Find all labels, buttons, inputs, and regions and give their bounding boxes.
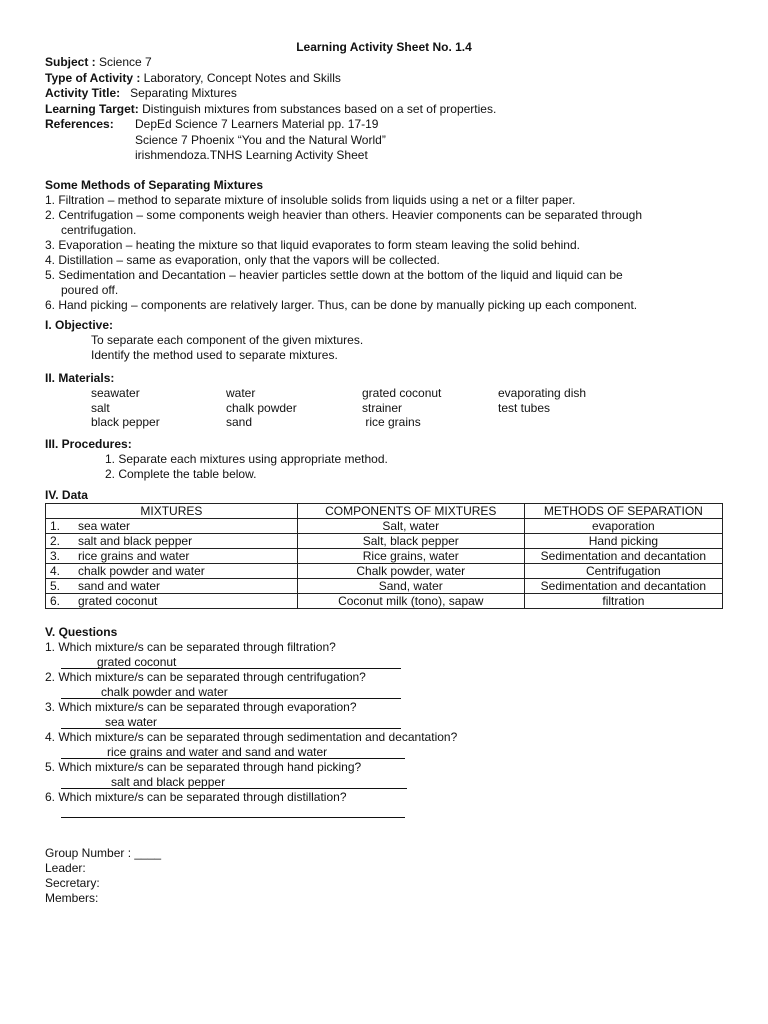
table-row — [46, 594, 723, 609]
components-cell: Salt, water — [297, 519, 524, 534]
col-methods: METHODS OF SEPARATION — [524, 504, 722, 519]
question-text: 3. Which mixture/s can be separated through evaporation? — [45, 700, 357, 714]
reference-item: Science 7 Phoenix “You and the Natural World” — [135, 132, 386, 147]
method-item-continued: poured off. — [61, 283, 119, 297]
material-item: chalk powder — [226, 400, 297, 415]
objective-section — [45, 318, 735, 363]
answer-line[interactable] — [45, 775, 735, 790]
col-mixtures: MIXTURES — [46, 504, 298, 519]
procedure-step: 2. Complete the table below. — [105, 467, 257, 481]
sheet-header — [45, 55, 735, 164]
material-item: strainer — [362, 400, 403, 415]
target-label: Learning Target: — [45, 101, 139, 116]
material-item: water — [226, 386, 256, 400]
subject-line — [45, 55, 735, 71]
objective-heading: I. Objective: — [45, 318, 114, 332]
question-text: 2. Which mixture/s can be separated through centrifugation? — [45, 670, 366, 684]
procedures-heading: III. Procedures: — [45, 437, 132, 451]
method-item: 3. Evaporation – heating the mixture so that liquid evaporates to form steam leaving the solid behind. — [45, 238, 580, 252]
mixture-cell: rice grains and water — [74, 549, 297, 564]
question-list — [45, 640, 735, 820]
members-label: Members: — [45, 891, 99, 905]
answer-text: sea water — [61, 716, 401, 729]
components-cell: Salt, black pepper — [297, 534, 524, 549]
row-number: 1. — [46, 519, 75, 534]
method-item: 5. Sedimentation and Decantation – heavier particles settle down at the bottom of the liquid and liquid can be — [45, 268, 623, 282]
row-number: 5. — [46, 579, 75, 594]
reference-item: irishmendoza.TNHS Learning Activity Sheet — [135, 148, 368, 162]
procedure-step: 1. Separate each mixtures using appropriate method. — [105, 452, 388, 466]
data-table — [45, 503, 723, 609]
material-item: test tubes — [498, 400, 551, 415]
references — [45, 117, 735, 164]
subject-label: Subject : — [45, 55, 96, 69]
activity-label: Activity Title: — [45, 86, 121, 100]
table-body — [46, 519, 723, 609]
row-number: 4. — [46, 564, 75, 579]
material-item: salt — [91, 400, 110, 415]
mixture-cell: sand and water — [74, 579, 297, 594]
col-components: COMPONENTS OF MIXTURES — [297, 504, 524, 519]
material-item: grated coconut — [362, 386, 442, 400]
row-number: 6. — [46, 594, 75, 609]
data-section — [45, 488, 735, 609]
answer-text: chalk powder and water — [61, 686, 401, 699]
material-item: black pepper — [91, 415, 160, 429]
method-item: 6. Hand picking – components are relatively larger. Thus, can be done by manually picking up each component. — [45, 298, 638, 312]
method-item: 4. Distillation – same as evaporation, only that the vapors will be collected. — [45, 253, 440, 267]
mixture-cell: salt and black pepper — [74, 534, 297, 549]
sheet-title: Learning Activity Sheet No. 1.4 — [296, 40, 472, 54]
method-cell: Hand picking — [524, 534, 722, 549]
question-text: 6. Which mixture/s can be separated through distillation? — [45, 790, 347, 804]
group-info — [45, 846, 161, 906]
mixture-cell: chalk powder and water — [74, 564, 297, 579]
activity-value: Separating Mixtures — [120, 86, 237, 100]
procedures-section — [45, 437, 735, 482]
material-item: evaporating dish — [498, 386, 587, 400]
questions-section — [45, 625, 735, 820]
answer-text: grated coconut — [61, 656, 401, 669]
materials-heading: II. Materials: — [45, 371, 115, 385]
method-cell: Centrifugation — [524, 564, 722, 579]
objective-line: To separate each component of the given mixtures. — [91, 333, 364, 347]
references-label: References: — [45, 117, 114, 131]
components-cell: Coconut milk (tono), sapaw — [297, 594, 524, 609]
answer-text: salt and black pepper — [61, 776, 407, 789]
mixture-cell: grated coconut — [74, 594, 297, 609]
answer-text — [61, 805, 405, 818]
method-item-continued: centrifugation. — [61, 223, 137, 237]
material-item: seawater — [91, 386, 140, 400]
activity-line — [45, 86, 735, 102]
target-value: Distinguish mixtures from substances based on a set of properties. — [138, 101, 497, 116]
method-cell: filtration — [524, 594, 722, 609]
components-cell: Chalk powder, water — [297, 564, 524, 579]
answer-text: rice grains and water and sand and water — [61, 746, 405, 759]
method-item: 1. Filtration – method to separate mixture of insoluble solids from liquids using a net or a filter paper. — [45, 193, 576, 207]
components-cell: Rice grains, water — [297, 549, 524, 564]
secretary-label: Secretary: — [45, 876, 100, 890]
methods-section — [45, 178, 735, 313]
question-text: 4. Which mixture/s can be separated through sedimentation and decantation? — [45, 730, 458, 744]
table-row — [46, 549, 723, 564]
subject-value: Science 7 — [95, 55, 152, 69]
method-cell: Sedimentation and decantation — [524, 549, 722, 564]
data-heading: IV. Data — [45, 488, 88, 502]
components-cell: Sand, water — [297, 579, 524, 594]
type-value: Laboratory, Concept Notes and Skills — [140, 70, 341, 85]
table-row — [46, 534, 723, 549]
method-cell: evaporation — [524, 519, 722, 534]
question-text: 1. Which mixture/s can be separated through filtration? — [45, 640, 336, 654]
material-item: sand — [226, 415, 253, 429]
leader-label: Leader: — [45, 861, 86, 875]
material-item: rice grains — [362, 415, 421, 429]
references-list — [135, 117, 386, 164]
table-row — [46, 579, 723, 594]
type-label: Type of Activity : — [45, 70, 141, 85]
method-cell: Sedimentation and decantation — [524, 579, 722, 594]
materials-section — [45, 371, 735, 430]
table-row — [46, 564, 723, 579]
mixture-cell: sea water — [74, 519, 297, 534]
type-line — [45, 71, 735, 87]
questions-heading: V. Questions — [45, 625, 118, 639]
answer-line[interactable] — [45, 745, 735, 760]
materials-grid — [45, 386, 735, 430]
method-item: 2. Centrifugation – some components weigh heavier than others. Heavier components can be separated through — [45, 208, 643, 222]
target-line — [45, 102, 735, 118]
row-number: 3. — [46, 549, 75, 564]
answer-line[interactable] — [45, 685, 735, 700]
methods-heading: Some Methods of Separating Mixtures — [45, 178, 264, 192]
table-header-row — [46, 504, 723, 519]
question-text: 5. Which mixture/s can be separated through hand picking? — [45, 760, 362, 774]
answer-line[interactable] — [45, 655, 735, 670]
reference-item: DepEd Science 7 Learners Material pp. 17-19 — [135, 117, 379, 131]
answer-line[interactable] — [45, 805, 735, 820]
group-number: Group Number : ____ — [45, 846, 162, 860]
table-row — [46, 519, 723, 534]
objective-line: Identify the method used to separate mixtures. — [91, 348, 338, 362]
material-item — [498, 415, 638, 430]
row-number: 2. — [46, 534, 75, 549]
answer-line[interactable] — [45, 715, 735, 730]
